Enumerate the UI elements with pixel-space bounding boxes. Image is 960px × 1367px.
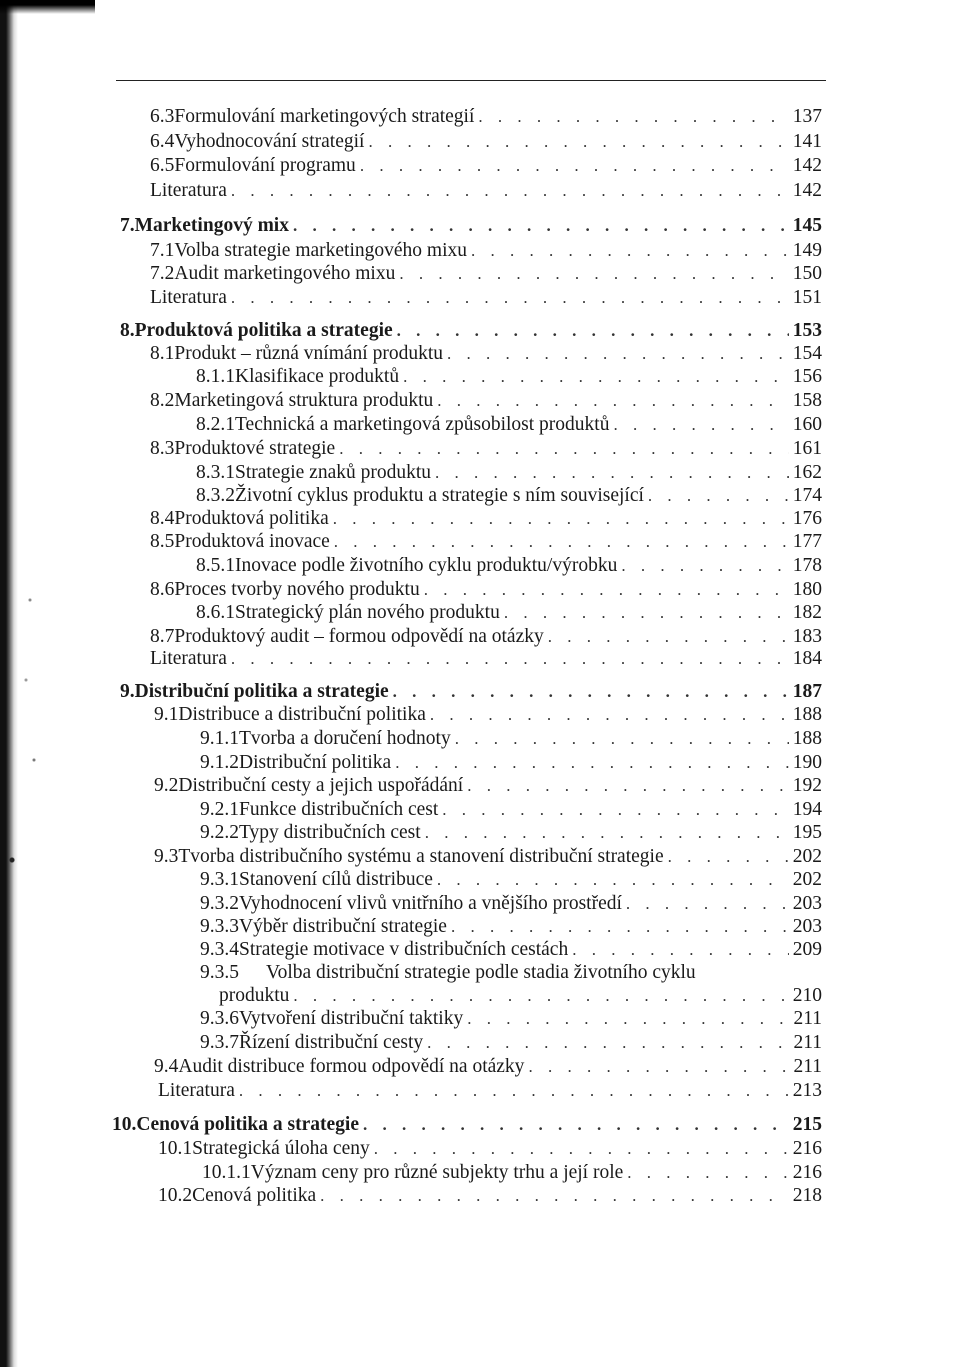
toc-page-number: 183 [792, 626, 822, 647]
toc-entry-number: 8.2 [150, 390, 175, 411]
toc-entry-number: 9.3 [154, 846, 179, 867]
toc-entry-number: 8. [120, 320, 135, 341]
toc-entry-title: Distribuční politika a strategie [134, 681, 389, 702]
toc-entry-row[interactable] [150, 106, 822, 130]
toc-page-number: 142 [792, 180, 822, 201]
toc-entry-row[interactable] [150, 155, 822, 179]
toc-entry-title: Strategie motivace v distribučních cestách [239, 939, 569, 960]
scan-corner-mark [0, 0, 95, 14]
toc-page-number: 203 [792, 916, 822, 937]
toc-entry-title: Inovace podle životního cyklu produktu/výrobku [235, 555, 618, 576]
toc-entry-title: Vyhodnocování strategií [174, 131, 365, 152]
toc-entry-number: 10.1.1 [202, 1162, 251, 1183]
toc-leader-dots [334, 532, 789, 552]
toc-entry-row[interactable] [200, 822, 822, 846]
toc-entry-title: Marketingový mix [134, 215, 289, 236]
toc-leader-dots [339, 439, 789, 459]
toc-leader-dots [528, 1057, 789, 1077]
toc-entry-title: Literatura [150, 648, 227, 669]
toc-page-number: 149 [792, 240, 822, 261]
toc-entry-number: 9.1.1 [200, 728, 239, 749]
toc-leader-dots [442, 800, 788, 820]
toc-page-number: 187 [792, 681, 822, 702]
toc-leader-dots [626, 894, 789, 914]
toc-leader-dots [467, 776, 789, 796]
toc-page-number: 142 [792, 155, 822, 176]
toc-page-number: 211 [793, 1032, 822, 1053]
toc-entry-title: Formulování marketingových strategií [174, 106, 475, 127]
toc-entry-title: Vyhodnocení vlivů vnitřního a vnějšího prostředí [239, 893, 622, 914]
toc-entry-title: Cenová politika a strategie [136, 1114, 359, 1135]
toc-page-number: 211 [793, 1056, 822, 1077]
toc-entry-row[interactable] [150, 508, 822, 532]
toc-page-number: 195 [792, 822, 822, 843]
toc-leader-dots [333, 509, 789, 529]
toc-entry-number: 8.5.1 [196, 555, 235, 576]
toc-page-number: 203 [792, 893, 822, 914]
toc-entry-title: Distribuce a distribuční politika [178, 704, 426, 725]
toc-chapter-row[interactable] [120, 320, 822, 344]
toc-leader-dots [627, 1163, 788, 1183]
toc-page-number: 188 [792, 704, 822, 725]
toc-leader-dots [231, 649, 789, 669]
toc-entry-title: Literatura [150, 180, 227, 201]
toc-leader-dots [424, 580, 789, 600]
toc-entry-title: Produktová politika [174, 508, 329, 529]
toc-leader-dots [368, 132, 788, 152]
toc-page-number: 158 [792, 390, 822, 411]
toc-entry-row[interactable] [200, 985, 822, 1009]
toc-entry-number: 9.4 [154, 1056, 179, 1077]
toc-entry-row[interactable] [150, 240, 822, 264]
toc-page-number: 218 [792, 1185, 822, 1206]
toc-leader-dots [239, 1081, 789, 1101]
toc-page-number: 182 [792, 602, 822, 623]
toc-entry-number: 9.2 [154, 775, 179, 796]
toc-entry-row[interactable] [196, 485, 822, 509]
toc-entry-row[interactable] [200, 939, 822, 963]
toc-entry-title: Volba strategie marketingového mixu [174, 240, 467, 261]
toc-page-number: 162 [792, 462, 822, 483]
toc-entry-number: 9.2.2 [200, 822, 239, 843]
toc-leader-dots [504, 603, 789, 623]
toc-entry-row[interactable] [150, 390, 822, 414]
toc-entry-row[interactable] [200, 1008, 822, 1032]
toc-entry-number: 8.2.1 [196, 414, 235, 435]
toc-entry-number: 10.2 [158, 1185, 193, 1206]
toc-entry-number: 8.6 [150, 579, 175, 600]
toc-entry-row[interactable] [200, 728, 822, 752]
toc-entry-title: Produkt – různá vnímání produktu [174, 343, 444, 364]
toc-leader-dots [455, 729, 789, 749]
toc-entry-title: Vytvoření distribuční taktiky [239, 1008, 464, 1029]
toc-entry-number: 8.1 [150, 343, 175, 364]
toc-page-number: 160 [792, 414, 822, 435]
toc-entry-title: Stanovení cílů distribuce [239, 869, 433, 890]
toc-page-number: 177 [792, 531, 822, 552]
toc-page-number: 180 [792, 579, 822, 600]
toc-page-number: 145 [792, 215, 822, 236]
toc-entry-title: Produktová politika a strategie [134, 320, 393, 341]
toc-entry-row[interactable] [150, 287, 822, 311]
toc-leader-dots [320, 1186, 789, 1206]
toc-entry-row[interactable] [200, 962, 822, 986]
toc-page-number: 156 [792, 366, 822, 387]
toc-entry-number: 8.3.1 [196, 462, 235, 483]
toc-page-number: 154 [792, 343, 822, 364]
scan-specks [0, 560, 40, 980]
toc-leader-dots [293, 216, 789, 236]
toc-entry-title: Distribuční politika [239, 752, 392, 773]
toc-entry-title: Formulování programu [174, 155, 356, 176]
toc-entry-title: Význam ceny pro různé subjekty trhu a její role [250, 1162, 624, 1183]
toc-chapter-row[interactable] [120, 215, 822, 239]
toc-entry-row[interactable] [196, 602, 822, 626]
toc-page-number: 176 [792, 508, 822, 529]
toc-leader-dots [447, 344, 789, 364]
toc-entry-row[interactable] [154, 846, 822, 870]
toc-chapter-row[interactable] [112, 1114, 822, 1138]
toc-entry-title: Strategická úloha ceny [192, 1138, 370, 1159]
toc-page-number: 153 [792, 320, 822, 341]
toc-leader-dots [231, 288, 789, 308]
toc-entry-title: Literatura [158, 1080, 235, 1101]
toc-leader-dots [437, 391, 789, 411]
toc-leader-dots [425, 823, 789, 843]
toc-entry-row[interactable] [154, 704, 822, 728]
toc-entry-number: 7.1 [150, 240, 175, 261]
toc-leader-dots [427, 1033, 789, 1053]
toc-page-number: 178 [792, 555, 822, 576]
toc-leader-dots [613, 415, 788, 435]
toc-entry-number: 9.1 [154, 704, 179, 725]
toc-page-number: 209 [792, 939, 822, 960]
toc-entry-title: Strategie znaků produktu [235, 462, 432, 483]
toc-leader-dots [430, 705, 789, 725]
toc-leader-dots [374, 1139, 789, 1159]
toc-entry-number: 9.2.1 [200, 799, 239, 820]
toc-entry-number: 9. [120, 681, 135, 702]
toc-entry-number: 6.4 [150, 131, 175, 152]
toc-entry-title: Audit marketingového mixu [174, 263, 396, 284]
toc-entry-title: Literatura [150, 287, 227, 308]
toc-leader-dots [397, 321, 789, 341]
toc-entry-row[interactable] [150, 438, 822, 462]
toc-page-number: 141 [792, 131, 822, 152]
toc-leader-dots [621, 556, 788, 576]
toc-entry-number: 8.5 [150, 531, 175, 552]
toc-entry-title: Strategický plán nového produktu [235, 602, 500, 623]
toc-leader-dots [399, 264, 788, 284]
toc-entry-number: 10. [112, 1114, 137, 1135]
toc-entry-row[interactable] [154, 775, 822, 799]
toc-leader-dots [467, 1009, 789, 1029]
toc-entry-number: 8.6.1 [196, 602, 235, 623]
toc-entry-title: Tvorba distribučního systému a stanovení distribuční strategie [178, 846, 664, 867]
toc-entry-row[interactable] [200, 893, 822, 917]
toc-entry-title: Klasifikace produktů [235, 366, 400, 387]
toc-page-number: 188 [792, 728, 822, 749]
toc-leader-dots [360, 156, 789, 176]
toc-entry-row[interactable] [196, 555, 822, 579]
toc-leader-dots [437, 870, 789, 890]
toc-entry-row[interactable] [150, 131, 822, 155]
toc-entry-row[interactable] [196, 366, 822, 390]
toc-entry-number: 9.3.6 [200, 1008, 239, 1029]
toc-page-number: 190 [792, 752, 822, 773]
toc-entry-title: Technická a marketingová způsobilost produktů [235, 414, 610, 435]
toc-entry-number: 6.3 [150, 106, 175, 127]
toc-leader-dots [451, 917, 789, 937]
toc-entry-row[interactable] [200, 916, 822, 940]
toc-entry-number: 9.3.1 [200, 869, 239, 890]
toc-entry-row[interactable] [200, 869, 822, 893]
toc-leader-dots [648, 486, 789, 506]
toc-entry-title: Řízení distribuční cesty [239, 1032, 424, 1053]
toc-leader-dots [572, 940, 789, 960]
toc-entry-row[interactable] [154, 1056, 822, 1080]
toc-entry-row[interactable] [150, 343, 822, 367]
toc-entry-title: Funkce distribučních cest [239, 799, 439, 820]
toc-page-number: 202 [792, 869, 822, 890]
toc-entry-number: 8.3 [150, 438, 175, 459]
toc-entry-number: 8.4 [150, 508, 175, 529]
toc-page-number: 216 [792, 1162, 822, 1183]
toc-leader-dots [548, 627, 789, 647]
toc-entry-number: 6.5 [150, 155, 175, 176]
toc-entry-row[interactable] [158, 1185, 822, 1209]
toc-entry-number: 9.3.3 [200, 916, 239, 937]
toc-entry-title: Výběr distribuční strategie [239, 916, 447, 937]
header-rule [116, 80, 826, 81]
toc-entry-title: Životní cyklus produktu a strategie s ním související [235, 485, 644, 506]
toc-chapter-row[interactable] [120, 681, 822, 705]
toc-entry-number: 9.3.5 [200, 962, 239, 983]
toc-entry-row[interactable] [196, 414, 822, 438]
toc-leader-dots [435, 463, 789, 483]
toc-leader-dots [363, 1115, 789, 1135]
toc-leader-dots [471, 241, 789, 261]
toc-entry-row[interactable] [150, 648, 822, 672]
toc-entry-number: 8.1.1 [196, 366, 235, 387]
toc-page-number: 150 [792, 263, 822, 284]
toc-entry-row[interactable] [202, 1162, 822, 1186]
toc-leader-dots [393, 682, 789, 702]
toc-page-number: 211 [793, 1008, 822, 1029]
toc-page-number: 202 [792, 846, 822, 867]
toc-entry-title: Volba distribuční strategie podle stadia životního cyklu [266, 962, 696, 983]
toc-entry-title: Produktové strategie [174, 438, 336, 459]
toc-leader-dots [668, 847, 789, 867]
toc-entry-row[interactable] [196, 462, 822, 486]
toc-entry-number: 9.1.2 [200, 752, 239, 773]
toc-page-number: 194 [792, 799, 822, 820]
toc-entry-number: 8.7 [150, 626, 175, 647]
toc-entry-number: 7.2 [150, 263, 175, 284]
toc-page-number: 192 [792, 775, 822, 796]
toc-entry-number: 9.3.7 [200, 1032, 239, 1053]
toc-leader-dots [403, 367, 789, 387]
toc-page-number: 174 [792, 485, 822, 506]
toc-entry-title: Produktová inovace [174, 531, 330, 552]
toc-leader-dots [231, 181, 789, 201]
toc-entry-row[interactable] [200, 752, 822, 776]
toc-entry-row[interactable] [150, 579, 822, 603]
toc-entry-number: 7. [120, 215, 135, 236]
toc-entry-number: 9.3.2 [200, 893, 239, 914]
toc-entry-row[interactable] [150, 263, 822, 287]
toc-entry-title: Proces tvorby nového produktu [174, 579, 420, 600]
toc-page-number: 213 [792, 1080, 822, 1101]
toc-leader-dots [293, 986, 788, 1006]
toc-entry-title: Marketingová struktura produktu [174, 390, 434, 411]
toc-entry-title: Tvorba a doručení hodnoty [239, 728, 451, 749]
toc-entry-title: Distribuční cesty a jejich uspořádání [178, 775, 464, 796]
toc-entry-row[interactable] [150, 531, 822, 555]
toc-page-number: 184 [792, 648, 822, 669]
toc-entry-number: 9.3.4 [200, 939, 239, 960]
toc-page-number: 161 [792, 438, 822, 459]
toc-page-number: 215 [792, 1114, 822, 1135]
toc-entry-row[interactable] [150, 626, 822, 650]
toc-leader-dots [395, 753, 789, 773]
toc-page-number: 210 [792, 985, 822, 1006]
toc-page-number: 137 [792, 106, 822, 127]
toc-entry-title: Typy distribučních cest [239, 822, 421, 843]
toc-page-number: 151 [792, 287, 822, 308]
toc-entry-title: Audit distribuce formou odpovědí na otázky [178, 1056, 525, 1077]
toc-entry-row[interactable] [158, 1080, 822, 1104]
toc-entry-row[interactable] [200, 799, 822, 823]
toc-page-number: 216 [792, 1138, 822, 1159]
toc-entry-number: 8.3.2 [196, 485, 235, 506]
toc-entry-title: Cenová politika [192, 1185, 317, 1206]
toc-entry-row[interactable] [150, 180, 822, 204]
toc-entry-row[interactable] [200, 1032, 822, 1056]
toc-entry-row[interactable] [158, 1138, 822, 1162]
toc-leader-dots [478, 107, 788, 127]
toc-entry-number: 10.1 [158, 1138, 193, 1159]
toc-entry-title: produktu [218, 985, 290, 1006]
toc-entry-title: Produktový audit – formou odpovědí na otázky [174, 626, 544, 647]
